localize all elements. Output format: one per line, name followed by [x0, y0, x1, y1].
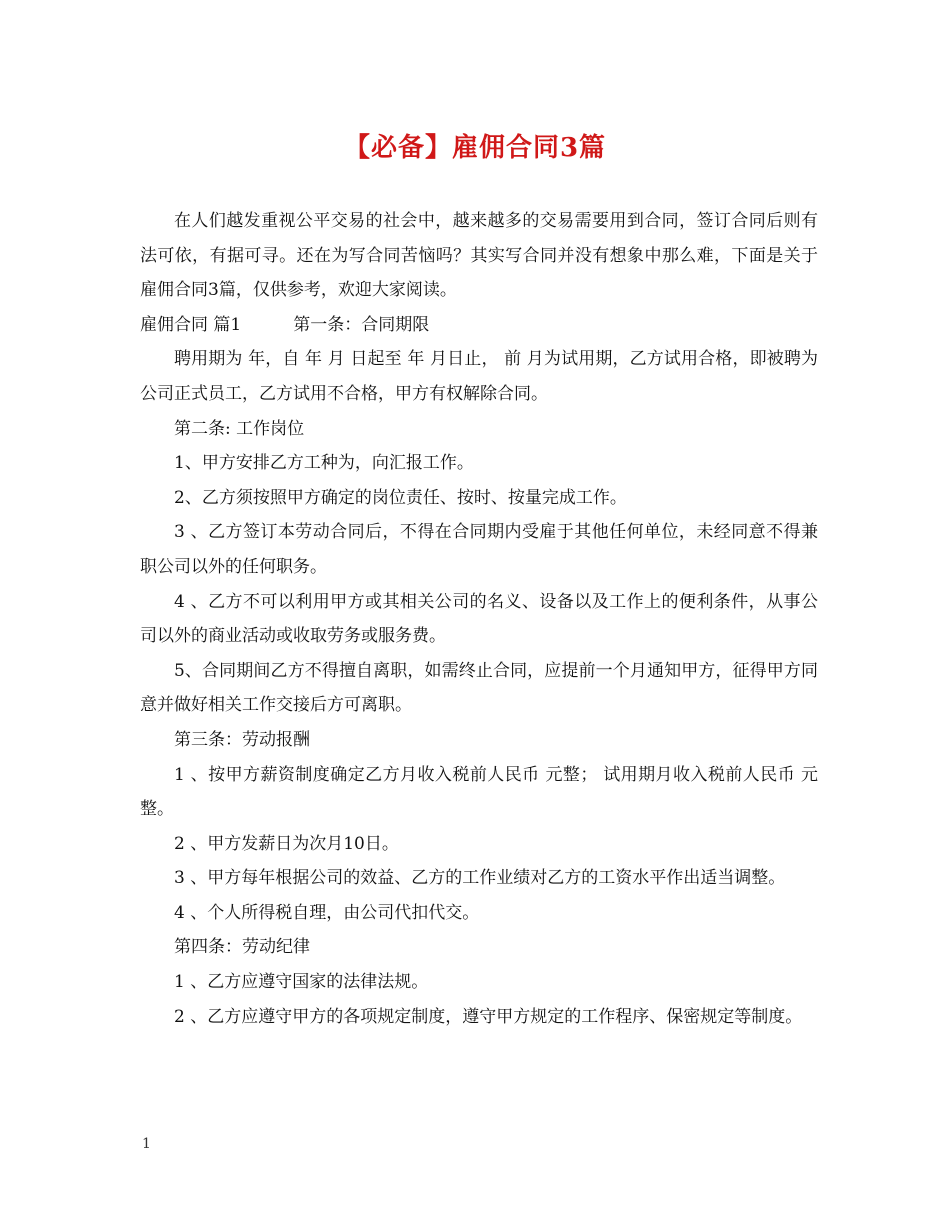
- document-body: [140, 204, 818, 1034]
- article2-item-3: 3 、乙方签订本劳动合同后，不得在合同期内受雇于其他任何单位，未经同意不得兼职公司以外的任何职务。: [140, 522, 818, 577]
- intro-paragraph: 在人们越发重视公平交易的社会中，越来越多的交易需要用到合同，签订合同后则有法可依，有据可寻。还在为写合同苦恼吗？其实写合同并没有想象中那么难，下面是关于雇佣合同3篇，仅供参考，欢迎大家阅读。: [140, 211, 818, 301]
- article2-item-5: 5、合同期间乙方不得擅自离职，如需终止合同，应提前一个月通知甲方，征得甲方同意并做好相关工作交接后方可离职。: [140, 660, 818, 716]
- article1-paragraph: 聘用期为 年，自 年 月 日起至 年 月日止， 前 月为试用期，乙方试用合格，即被聘为公司正式员工，乙方试用不合格，甲方有权解除合同。: [140, 349, 818, 404]
- article4-heading: 第四条：劳动纪律: [174, 937, 310, 958]
- article3-item-1: 1 、按甲方薪资制度确定乙方月收入税前人民币 元整； 试用期月收入税前人民币 元整。: [140, 764, 818, 820]
- article3-item-2: 2 、甲方发薪日为次月10日。: [174, 833, 399, 854]
- article4-item-1: 1 、乙方应遵守国家的法律法规。: [174, 972, 429, 993]
- article3-item-3: 3 、甲方每年根据公司的效益、乙方的工作业绩对乙方的工资水平作出适当调整。: [174, 868, 786, 889]
- page-number: 1: [142, 1136, 151, 1152]
- article2-item-1: 1、甲方安排乙方工种为，向汇报工作。: [174, 453, 474, 474]
- article2-heading: 第二条: 工作岗位: [174, 418, 305, 439]
- document-title: 【必备】雇佣合同3篇: [343, 133, 607, 163]
- article2-item-2: 2、乙方须按照甲方确定的岗位责任、按时、按量完成工作。: [174, 487, 627, 508]
- article4-item-2: 2 、乙方应遵守甲方的各项规定制度，遵守甲方规定的工作程序、保密规定等制度。: [174, 1006, 803, 1027]
- article2-item-4: 4 、乙方不可以利用甲方或其相关公司的名义、设备以及工作上的便利条件，从事公司以外的商业活动或收取劳务或服务费。: [140, 591, 818, 647]
- article3-heading: 第三条：劳动报酬: [174, 729, 310, 750]
- contract-label: 雇佣合同 篇1: [140, 314, 242, 335]
- article1-heading: 第一条：合同期限: [293, 314, 430, 335]
- contract-heading-row: [140, 308, 818, 343]
- article3-item-4: 4 、个人所得税自理，由公司代扣代交。: [174, 902, 480, 923]
